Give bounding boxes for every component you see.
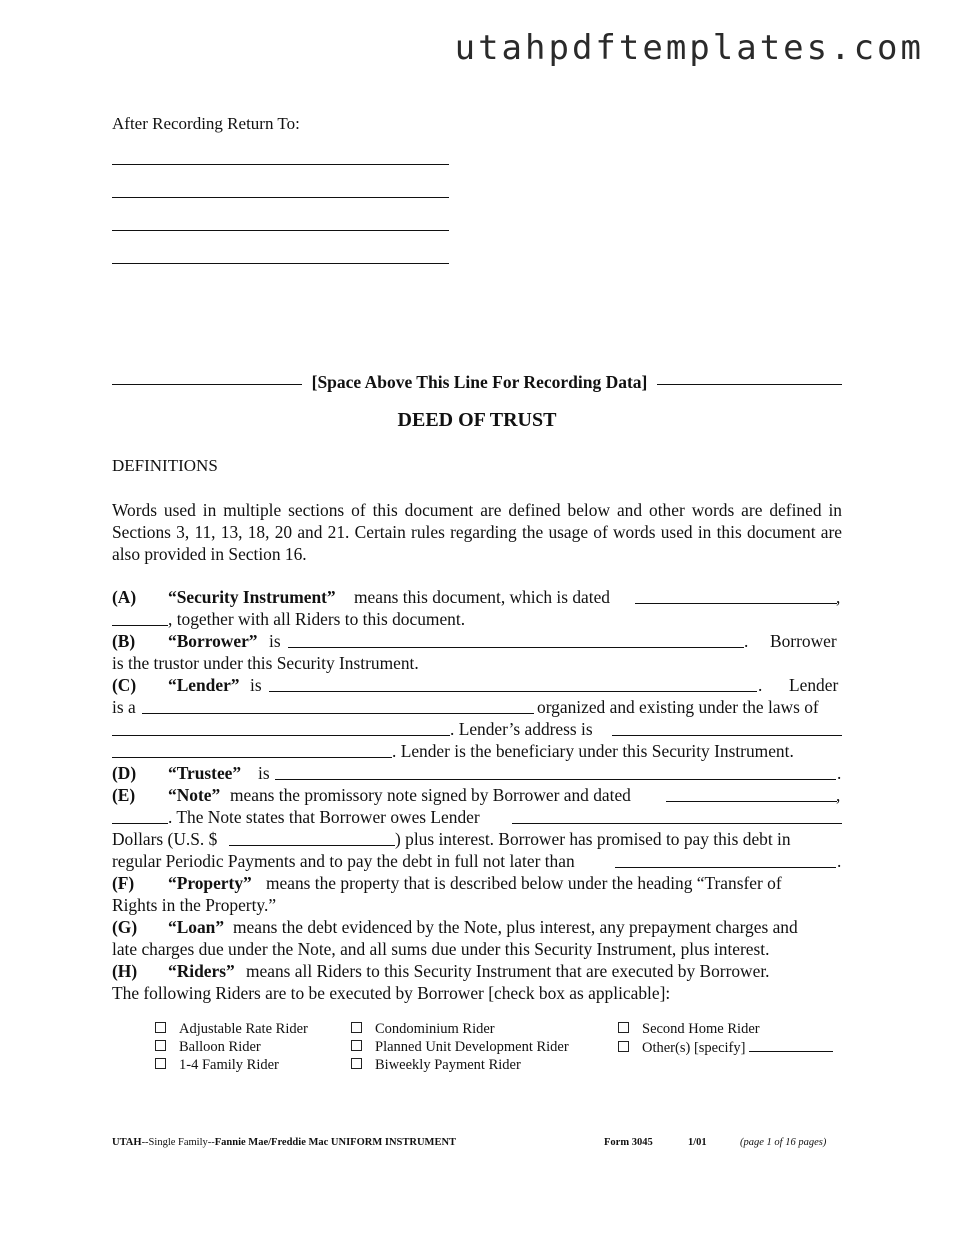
rider-label: Planned Unit Development Rider bbox=[375, 1039, 569, 1055]
rider-checkbox[interactable] bbox=[351, 1056, 521, 1074]
def-h-label: (H) bbox=[112, 961, 138, 981]
lender-laws-field[interactable] bbox=[112, 718, 450, 736]
def-e-text: means the promissory note signed by Borrower and dated bbox=[230, 785, 631, 805]
definition-d bbox=[112, 762, 842, 784]
def-g-text: means the debt evidenced by the Note, plus interest, any prepayment charges and bbox=[233, 917, 798, 937]
watermark: utahpdftemplates.com bbox=[454, 28, 924, 68]
lender-organization-field[interactable] bbox=[142, 696, 534, 714]
definition-e-line-1 bbox=[112, 784, 842, 806]
document-title: DEED OF TRUST bbox=[397, 409, 557, 431]
rider-label: Condominium Rider bbox=[375, 1021, 495, 1037]
def-a-label: (A) bbox=[112, 587, 137, 607]
rider-label: Second Home Rider bbox=[642, 1021, 760, 1037]
definition-a-line-2 bbox=[112, 608, 842, 630]
def-f-text: means the property that is described below under the heading “Transfer of bbox=[266, 873, 782, 893]
def-c-period: . bbox=[758, 675, 763, 695]
def-c-is: is bbox=[250, 675, 262, 695]
checkbox-icon[interactable] bbox=[351, 1022, 362, 1033]
checkbox-icon[interactable] bbox=[155, 1058, 166, 1069]
intro-paragraph: Words used in multiple sections of this document are defined below and other words are defined in Sections 3, 11, 13, 18, 20 and 21. Certain rules regarding the usage of words used in this document are also provided in Section 16. bbox=[112, 500, 842, 564]
def-g-text-2: late charges due under the Note, and all sums due under this Security Instrument, plus interest. bbox=[112, 939, 770, 959]
rider-checkbox[interactable] bbox=[351, 1020, 495, 1038]
def-b-borrower: Borrower bbox=[770, 631, 837, 651]
def-e-comma: , bbox=[836, 785, 841, 805]
rider-checkbox[interactable] bbox=[155, 1038, 261, 1056]
def-e-owes: . The Note states that Borrower owes Lender bbox=[168, 807, 480, 827]
definition-h-line-2 bbox=[112, 982, 842, 1004]
checkbox-icon[interactable] bbox=[155, 1040, 166, 1051]
def-c-beneficiary: . Lender is the beneficiary under this Security Instrument. bbox=[392, 741, 794, 761]
definition-e-line-3 bbox=[112, 828, 842, 850]
definition-g-line-1 bbox=[112, 916, 842, 938]
definitions-heading: DEFINITIONS bbox=[112, 456, 218, 475]
def-c-is-a: is a bbox=[112, 697, 136, 717]
def-e-period: . bbox=[837, 851, 842, 871]
def-f-term: “Property” bbox=[168, 873, 252, 893]
definition-b-line-1 bbox=[112, 630, 842, 652]
rider-label: 1-4 Family Rider bbox=[179, 1057, 279, 1073]
def-f-text-2: Rights in the Property.” bbox=[112, 895, 277, 915]
definition-c-line-4 bbox=[112, 740, 842, 762]
checkbox-icon[interactable] bbox=[618, 1041, 629, 1052]
maturity-date-field[interactable] bbox=[615, 850, 836, 868]
recording-data-label: [Space Above This Line For Recording Data] bbox=[302, 372, 657, 393]
def-e-label: (E) bbox=[112, 785, 136, 805]
checkbox-icon[interactable] bbox=[155, 1022, 166, 1033]
borrower-name-field[interactable] bbox=[288, 630, 744, 648]
def-d-label: (D) bbox=[112, 763, 137, 783]
def-b-is: is bbox=[269, 631, 281, 651]
rider-label: Balloon Rider bbox=[179, 1039, 261, 1055]
rider-label: Biweekly Payment Rider bbox=[375, 1057, 521, 1073]
other-rider-specify-field[interactable] bbox=[749, 1038, 833, 1052]
def-e-payments: regular Periodic Payments and to pay the debt in full not later than bbox=[112, 851, 575, 871]
footer-instrument-name: Fannie Mae/Freddie Mac UNIFORM INSTRUMENT bbox=[214, 1137, 457, 1148]
return-to-label: After Recording Return To: bbox=[112, 114, 300, 133]
security-instrument-year-field[interactable] bbox=[112, 608, 168, 626]
rider-checkbox[interactable] bbox=[618, 1038, 833, 1057]
definition-c-line-3 bbox=[112, 718, 842, 740]
def-d-term: “Trustee” bbox=[168, 763, 242, 783]
page-footer bbox=[112, 1137, 842, 1153]
footer-instrument bbox=[112, 1137, 456, 1148]
def-c-address-label: . Lender’s address is bbox=[450, 719, 593, 739]
trustee-name-field[interactable] bbox=[275, 762, 836, 780]
rider-checkbox[interactable] bbox=[155, 1020, 308, 1038]
def-g-label: (G) bbox=[112, 917, 138, 937]
checkbox-icon[interactable] bbox=[618, 1022, 629, 1033]
def-e-term: “Note” bbox=[168, 785, 221, 805]
note-amount-field[interactable] bbox=[229, 828, 395, 846]
rider-label: Other(s) [specify] bbox=[642, 1040, 746, 1056]
return-address-line-4[interactable] bbox=[112, 263, 449, 264]
lender-address-field-1[interactable] bbox=[612, 718, 842, 736]
rider-checkbox[interactable] bbox=[618, 1020, 760, 1038]
rider-checkbox[interactable] bbox=[155, 1056, 279, 1074]
definition-h-line-1 bbox=[112, 960, 842, 982]
footer-type: --Single Family-- bbox=[141, 1137, 215, 1148]
definition-a-line-1: (A) “Security Instrument” means this document, which is dated , bbox=[112, 587, 841, 607]
lender-address-field-2[interactable] bbox=[112, 740, 392, 758]
recording-rule-left bbox=[112, 384, 302, 385]
footer-state: UTAH bbox=[112, 1137, 142, 1148]
definition-c-line-1 bbox=[112, 674, 842, 696]
definition-e-line-4 bbox=[112, 850, 842, 872]
rider-checkbox[interactable] bbox=[351, 1038, 569, 1056]
definition-f-line-2 bbox=[112, 894, 842, 916]
def-b-text: is the trustor under this Security Instrument. bbox=[112, 653, 419, 673]
def-f-label: (F) bbox=[112, 873, 135, 893]
footer-page-number: (page 1 of 16 pages) bbox=[740, 1137, 827, 1148]
return-address-line-3[interactable] bbox=[112, 230, 449, 231]
def-c-term: “Lender” bbox=[168, 675, 240, 695]
note-amount-words-field[interactable] bbox=[512, 806, 842, 824]
def-d-is: is bbox=[258, 763, 270, 783]
definition-c-line-2 bbox=[112, 696, 842, 718]
checkbox-icon[interactable] bbox=[351, 1040, 362, 1051]
def-e-dollars: Dollars (U.S. $ bbox=[112, 829, 218, 849]
note-date-field[interactable] bbox=[666, 784, 837, 802]
def-h-term: “Riders” bbox=[168, 961, 235, 981]
def-b-period: . bbox=[744, 631, 749, 651]
def-c-label: (C) bbox=[112, 675, 137, 695]
checkbox-icon[interactable] bbox=[351, 1058, 362, 1069]
def-a-term: “Security Instrument” bbox=[168, 587, 336, 607]
def-b-label: (B) bbox=[112, 631, 136, 651]
definition-b-line-2 bbox=[112, 652, 842, 674]
def-b-term: “Borrower” bbox=[168, 631, 258, 651]
footer-form-date: 1/01 bbox=[688, 1137, 707, 1148]
definition-f-line-1 bbox=[112, 872, 842, 894]
def-a-text: means this document, which is dated bbox=[354, 587, 610, 607]
note-year-field[interactable] bbox=[112, 806, 168, 824]
return-address-line-1[interactable] bbox=[112, 164, 449, 165]
def-d-period: . bbox=[837, 763, 842, 783]
def-c-organized: organized and existing under the laws of bbox=[537, 697, 819, 717]
recording-data-rule bbox=[112, 372, 842, 394]
def-g-term: “Loan” bbox=[168, 917, 225, 937]
definition-e-line-2 bbox=[112, 806, 842, 828]
recording-rule-right bbox=[657, 384, 842, 385]
return-address-line-2[interactable] bbox=[112, 197, 449, 198]
def-a-text-2: , together with all Riders to this document. bbox=[168, 609, 466, 629]
def-h-text: means all Riders to this Security Instrument that are executed by Borrower. bbox=[246, 961, 770, 981]
def-e-interest: ) plus interest. Borrower has promised to pay this debt in bbox=[395, 829, 791, 849]
security-instrument-date-field[interactable] bbox=[635, 586, 837, 604]
def-c-lender: Lender bbox=[789, 675, 839, 695]
definition-g-line-2 bbox=[112, 938, 842, 960]
footer-form-number: Form 3045 bbox=[604, 1137, 653, 1148]
def-h-text-2: The following Riders are to be executed by Borrower [check box as applicable]: bbox=[112, 983, 671, 1003]
rider-label: Adjustable Rate Rider bbox=[179, 1021, 308, 1037]
lender-name-field[interactable] bbox=[269, 674, 757, 692]
